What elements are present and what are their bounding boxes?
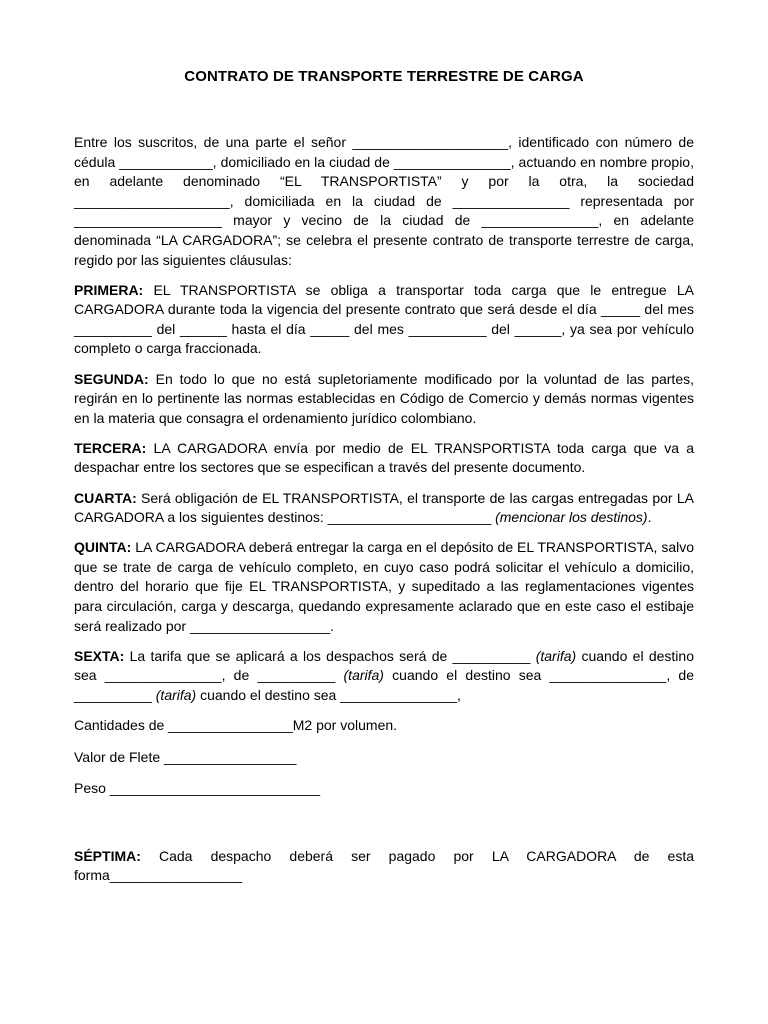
document-title: CONTRATO DE TRANSPORTE TERRESTRE DE CARGA — [184, 68, 584, 85]
clause-text: LA CARGADORA deberá entregar la carga en el depósito de EL TRANSPORTISTA, salvo que se trate de carga de vehículo completo, en cuyo caso podrá solicitar el vehículo a domicilio, dentro del horario que fije EL TRANSPORTISTA, y supeditado a las reglamentaciones vigentes para circulación, carga y descarga, quedando expresamente aclarado que en este caso el estibaje será realizado por __________________. — [74, 539, 694, 634]
clause-tercera — [74, 439, 694, 478]
clause-label: SEGUNDA: — [74, 370, 149, 387]
tarifa-note: (tarifa) — [535, 647, 577, 664]
clause-label: TERCERA: — [74, 439, 147, 456]
clause-text: Será obligación de EL TRANSPORTISTA, el transporte de las cargas entregadas por LA CARGADORA a los siguientes destinos: _____________________ — [74, 489, 694, 526]
clause-text: Cada despacho deberá ser pagado por LA CARGADORA de esta forma_________________ — [74, 847, 694, 884]
tarifa-note: (tarifa) — [155, 686, 197, 703]
clause-septima — [74, 847, 694, 886]
clause-label: CUARTA: — [74, 489, 137, 506]
clause-segunda — [74, 370, 694, 429]
clause-text: LA CARGADORA envía por medio de EL TRANSPORTISTA toda carga que va a despachar entre los sectores que se especifican a través del presente documento. — [74, 439, 694, 476]
clause-primera — [74, 281, 694, 359]
cantidades-line: Cantidades de ________________M2 por volumen. — [74, 716, 398, 733]
clause-text: EL TRANSPORTISTA se obliga a transportar toda carga que le entregue LA CARGADORA durante toda la vigencia del presente contrato que será desde el día _____ del mes __________ del ______ hasta el día _____ del mes __________ del ______, ya sea por vehículo completo o carga fraccionada. — [74, 281, 694, 357]
clause-sexta — [74, 647, 694, 706]
clause-text: cuando el destino sea _______________, de __________ — [74, 647, 694, 684]
tarifa-note: (tarifa) — [343, 667, 384, 684]
clause-text: cuando el destino sea _______________, — [196, 686, 461, 703]
clause-text: La tarifa que se aplicará a los despachos será de __________ — [124, 647, 536, 664]
valor-flete-line: Valor de Flete _________________ — [74, 748, 297, 765]
clause-label: SÉPTIMA: — [74, 847, 141, 864]
clause-quinta — [74, 538, 694, 636]
spacer — [74, 811, 694, 847]
clause-note: (mencionar los destinos) — [495, 509, 648, 526]
clause-cuarta — [74, 489, 694, 528]
clause-end: . — [647, 509, 652, 526]
clause-text: cuando el destino sea _______________, de __________ — [74, 667, 694, 703]
clause-label: QUINTA: — [74, 539, 132, 556]
clause-text: En todo lo que no está supletoriamente modificado por la voluntad de las partes, regirán en lo pertinente las normas establecidas en Código de Comercio y demás normas vigentes en la materia que consagra el ordenamiento jurídico colombiano. — [74, 370, 694, 426]
clause-label: SEXTA: — [74, 647, 125, 664]
clause-label: PRIMERA: — [74, 281, 144, 298]
intro-paragraph: Entre los suscritos, de una parte el señor ____________________, identificado con número de cédula ____________, domiciliado en la ciudad de _______________, actuando en nombre propio, en adelante denominado “EL TRANSPORTISTA” y por la otra, la sociedad ____________________, domiciliada en la ciudad de _______________ representada por ___________________ mayor y vecino de la ciudad de _______________, en adelante denominada “LA CARGADORA”; se celebra el presente contrato de transporte terrestre de carga, regido por las siguientes cláusulas: — [74, 134, 694, 268]
peso-line: Peso ___________________________ — [74, 780, 321, 797]
